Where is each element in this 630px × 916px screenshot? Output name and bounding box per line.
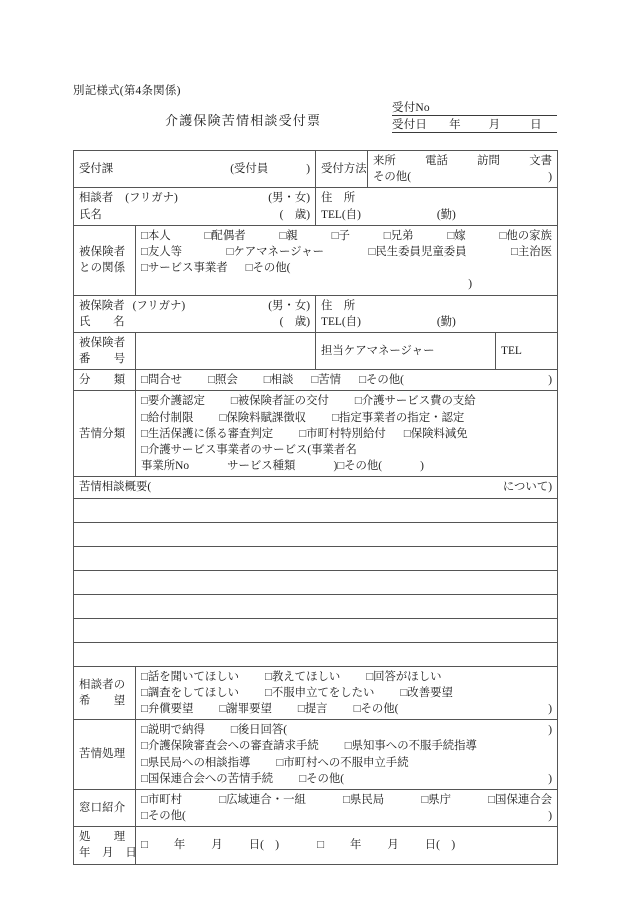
category-other-close: ) [548, 374, 553, 387]
wish-investigate[interactable]: □調査をしてほしい [141, 686, 240, 699]
method-option-phone[interactable]: 電話 [425, 155, 448, 167]
wish-other-close: ) [548, 702, 553, 715]
insured-address-cell[interactable] [316, 295, 558, 332]
referral-label: 窓口紹介 [74, 789, 136, 826]
summary-blank-row[interactable] [74, 618, 558, 642]
wish-other[interactable]: □その他( [353, 702, 399, 715]
category-consultation[interactable]: □相談 [263, 374, 294, 387]
handling-options-cell[interactable] [136, 720, 558, 790]
complaint-insurance-card[interactable]: □被保険者証の交付 [230, 395, 329, 408]
row-processing-date [74, 827, 558, 864]
consultant-age[interactable]: ( 歳) [279, 208, 311, 221]
method-option-visit[interactable]: 来所 [373, 155, 396, 167]
handling-other-close: ) [548, 772, 553, 785]
insured-furigana: (フリガナ) [132, 299, 186, 312]
complaint-provider-designation[interactable]: □指定事業者の指定・認定 [332, 411, 465, 424]
category-other[interactable]: □その他( [359, 374, 404, 387]
handling-governor-guidance[interactable]: □県知事への不服手続指導 [344, 740, 477, 753]
summary-blank-cell[interactable] [74, 498, 558, 522]
complaint-other-close: ) [420, 460, 424, 473]
row-wishes [74, 666, 558, 720]
insured-address-label: 住 所 [321, 299, 356, 312]
wishes-label-line1: 相談者の [79, 678, 126, 691]
summary-blank-cell[interactable] [74, 618, 558, 642]
reception-dept-cell[interactable] [74, 151, 316, 188]
referral-municipality[interactable]: □市町村 [141, 793, 183, 806]
summary-blank-cell[interactable] [74, 522, 558, 546]
handling-review-request[interactable]: □介護保険審査会への審査請求手続 [141, 740, 319, 753]
wish-inform[interactable]: □教えてほしい [265, 670, 341, 683]
relationship-friend[interactable]: □友人等 [141, 245, 183, 258]
processing-date-label-line2: 年 月 日 [79, 847, 137, 860]
handling-prefectural-bureau[interactable]: □県民局への相談指導 [141, 756, 251, 769]
relationship-label-line2: との関係 [79, 262, 126, 275]
summary-label-close: について) [502, 481, 553, 494]
row-handling [74, 720, 558, 790]
method-option-homevisit[interactable]: 訪問 [477, 155, 500, 167]
insured-label: 被保険者 [79, 299, 125, 312]
processing-entry1-checkbox[interactable]: □ [141, 839, 148, 852]
insured-number-label-line1: 被保険者 [79, 336, 126, 349]
consultant-name-cell[interactable] [74, 188, 316, 225]
processing-date-label [74, 827, 136, 864]
processing-entry1-month[interactable]: 月 [211, 839, 223, 852]
category-inquiry[interactable]: □問合せ [141, 374, 183, 387]
reception-staff-close: ) [306, 163, 311, 176]
processing-date-entries-cell[interactable] [136, 827, 558, 864]
method-option-other[interactable]: その他( [373, 171, 411, 184]
reception-method-cell[interactable] [368, 151, 558, 188]
insured-name-cell[interactable] [74, 295, 316, 332]
processing-entry2-month[interactable]: 月 [387, 839, 399, 852]
caremanager-label: 担当ケアマネージャー [316, 332, 496, 369]
complaint-service-fee[interactable]: □介護サービス費の支給 [354, 395, 476, 408]
referral-options-cell[interactable] [136, 789, 558, 826]
relationship-self[interactable]: □本人 [141, 229, 171, 242]
referral-prefectural-office[interactable]: □県庁 [421, 793, 451, 806]
complaint-type-label: 苦情分類 [74, 391, 136, 477]
consultant-name-label: 氏名 [79, 208, 102, 221]
complaint-welfare-review[interactable]: □生活保護に係る審査判定 [141, 427, 274, 440]
complaint-certification[interactable]: □要介護認定 [141, 395, 205, 408]
page-title: 介護保険苦情相談受付票 [165, 113, 322, 128]
summary-blank-row[interactable] [74, 498, 558, 522]
summary-blank-row[interactable] [74, 570, 558, 594]
wish-apology[interactable]: □謝罪要望 [219, 702, 272, 715]
handling-later-reply[interactable]: □後日回答( [230, 724, 288, 737]
complaint-premium-collection[interactable]: □保険料賦課徴収 [219, 411, 307, 424]
wish-appeal[interactable]: □不服申立てをしたい [265, 686, 375, 699]
reception-dept-label: 受付課 [79, 163, 114, 176]
method-option-other-close: ) [548, 171, 553, 184]
complaint-reception-form [73, 150, 558, 865]
row-referral [74, 789, 558, 826]
relationship-other-family[interactable]: □他の家族 [499, 229, 552, 242]
referral-wide-union[interactable]: □広域連合・一組 [219, 793, 306, 806]
complaint-provider-close: ) [333, 460, 338, 473]
summary-blank-cell[interactable] [74, 594, 558, 618]
method-option-document[interactable]: 文書 [529, 155, 552, 167]
consultant-tel-work: (勤) [436, 208, 456, 221]
handling-other[interactable]: □その他( [299, 772, 345, 785]
receipt-no-line [392, 99, 557, 116]
relationship-label [74, 225, 136, 295]
wishes-label [74, 666, 136, 720]
row-category [74, 370, 558, 391]
receipt-month-unit: 月 [488, 119, 501, 131]
relationship-welfare-commissioner[interactable]: □民生委員児童委員 [368, 245, 467, 258]
consultant-furigana: (フリガナ) [125, 192, 178, 205]
summary-label-open: 苦情相談概要( [79, 481, 152, 494]
receipt-info-block [392, 99, 557, 133]
wishes-label-line2: 希 望 [79, 694, 126, 707]
complaint-service-type[interactable]: サービス種類 [227, 460, 296, 473]
consultant-gender[interactable]: (男・女) [268, 192, 311, 205]
receipt-year-unit: 年 [449, 119, 461, 131]
insured-gender[interactable]: (男・女) [268, 299, 311, 312]
complaint-municipal-benefit[interactable]: □市町村特別給付 [299, 427, 386, 440]
category-reference[interactable]: □照会 [208, 374, 238, 387]
relationship-other-close: ) [468, 278, 473, 291]
insured-number-label [74, 332, 136, 369]
summary-blank-cell[interactable] [74, 642, 558, 666]
complaint-benefit-limit[interactable]: □給付制限 [141, 411, 194, 424]
row-relationship [74, 225, 558, 295]
category-complaint[interactable]: □苦情 [311, 374, 342, 387]
handling-kokuho-complaint[interactable]: □国保連合会への苦情手続 [141, 772, 274, 785]
referral-other[interactable]: □その他( [141, 810, 186, 823]
relationship-spouse[interactable]: □配偶者 [204, 229, 246, 242]
processing-entry1-day[interactable]: 日( ) [248, 839, 280, 852]
processing-entry2-day[interactable]: 日( ) [424, 839, 456, 852]
category-options-cell[interactable] [136, 370, 558, 391]
category-label: 分 類 [74, 370, 136, 391]
wish-compensation[interactable]: □弁償要望 [141, 702, 194, 715]
relationship-sibling[interactable]: □兄弟 [383, 229, 414, 242]
insured-name-label: 氏 名 [79, 315, 125, 328]
receipt-no-label: 受付No [392, 102, 430, 114]
handling-municipal-appeal[interactable]: □市町村への不服申立手続 [276, 756, 409, 769]
handling-label: 苦情処理 [74, 720, 136, 790]
handling-later-reply-close: ) [548, 724, 553, 737]
caremanager-tel-label[interactable]: TEL [496, 332, 558, 369]
referral-other-close: ) [548, 810, 553, 823]
summary-blank-cell[interactable] [74, 546, 558, 570]
relationship-options-cell[interactable] [136, 225, 558, 295]
summary-blank-row[interactable] [74, 594, 558, 618]
reception-method-label: 受付方法 [316, 151, 368, 188]
wish-proposal[interactable]: □提言 [297, 702, 328, 715]
relationship-parent[interactable]: □親 [279, 229, 298, 242]
relationship-service-provider[interactable]: □サービス事業者 [141, 262, 228, 275]
receipt-day-unit: 日 [530, 119, 542, 131]
complaint-other[interactable]: □その他( [337, 460, 383, 473]
referral-kokuho[interactable]: □国保連合会 [488, 793, 553, 806]
summary-blank-row[interactable] [74, 546, 558, 570]
wish-improvement[interactable]: □改善要望 [400, 686, 453, 699]
row-reception [74, 151, 558, 188]
consultant-address-cell[interactable] [316, 188, 558, 225]
processing-date-label-line1: 処 理 [79, 831, 126, 844]
consultant-address-label: 住 所 [321, 192, 356, 205]
processing-entry2-year[interactable]: 年 [349, 839, 362, 852]
wishes-options-cell[interactable] [136, 666, 558, 720]
form-reference: 別記様式(第4条関係) [73, 85, 181, 97]
row-insured [74, 295, 558, 332]
row-complaint-type [74, 391, 558, 477]
relationship-other[interactable]: □その他( [245, 262, 291, 275]
relationship-doctor[interactable]: □主治医 [510, 245, 553, 258]
insured-number-value[interactable] [136, 332, 316, 369]
summary-header-cell[interactable] [74, 477, 558, 498]
processing-entry1-year[interactable]: 年 [173, 839, 186, 852]
summary-blank-row[interactable] [74, 642, 558, 666]
consultant-tel-home: TEL(自) [321, 208, 361, 221]
processing-entry2-checkbox[interactable]: □ [317, 839, 324, 852]
receipt-date-line [392, 116, 557, 133]
insured-tel-home: TEL(自) [321, 315, 361, 328]
referral-prefectural-bureau[interactable]: □県民局 [343, 793, 385, 806]
insured-number-label-line2: 番 号 [79, 353, 126, 366]
wish-answer[interactable]: □回答がほしい [366, 670, 442, 683]
relationship-label-line1: 被保険者 [79, 245, 126, 258]
receipt-date-label: 受付日 [392, 119, 428, 131]
relationship-daughter-in-law[interactable]: □嫁 [447, 229, 466, 242]
complaint-office-no[interactable]: 事業所No [141, 460, 190, 473]
row-consultant [74, 188, 558, 225]
insured-tel-work: (勤) [436, 315, 456, 328]
relationship-child[interactable]: □子 [331, 229, 350, 242]
wish-listen[interactable]: □話を聞いてほしい [141, 670, 240, 683]
row-summary-header [74, 477, 558, 498]
consultant-label: 相談者 [79, 192, 114, 205]
relationship-caremanager[interactable]: □ケアマネージャー [226, 245, 325, 258]
complaint-type-options-cell[interactable] [136, 391, 558, 477]
insured-age[interactable]: ( 歳) [279, 315, 311, 328]
summary-blank-row[interactable] [74, 522, 558, 546]
handling-explanation[interactable]: □説明で納得 [141, 724, 205, 737]
complaint-provider-service[interactable]: □介護サービス事業者のサービス(事業者名 [141, 444, 357, 456]
row-insured-number [74, 332, 558, 369]
reception-staff-label: (受付員 [230, 163, 269, 176]
complaint-premium-reduction[interactable]: □保険料減免 [403, 427, 468, 440]
summary-blank-cell[interactable] [74, 570, 558, 594]
